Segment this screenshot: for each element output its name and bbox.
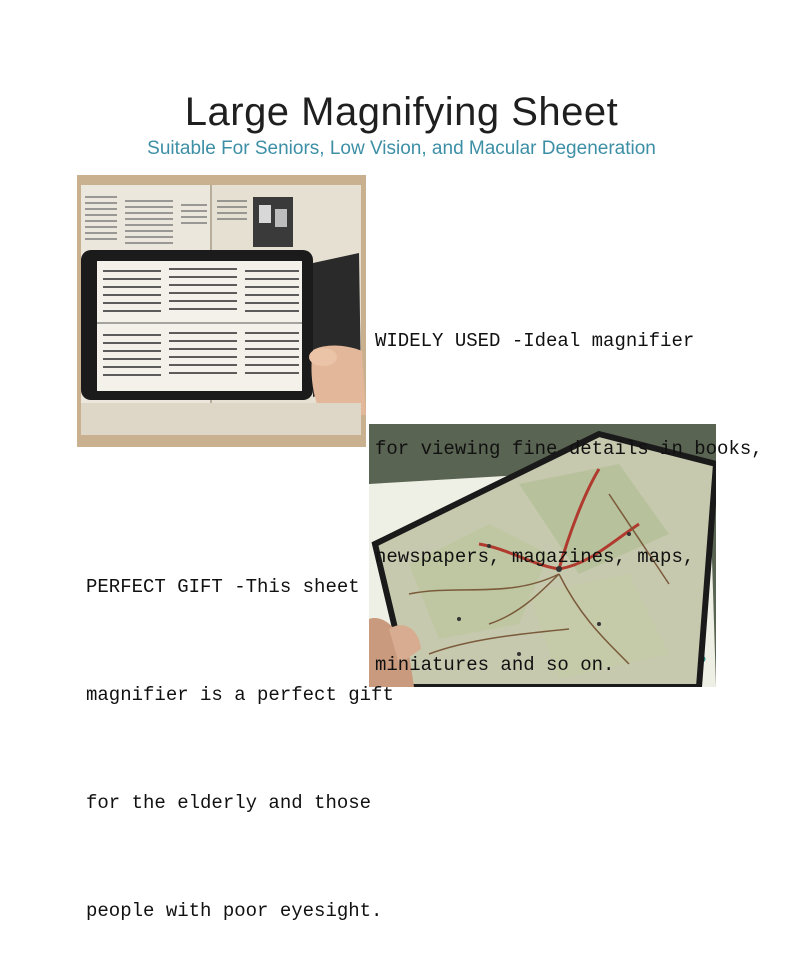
perfect-gift-description [86, 497, 394, 965]
widely-used-line-3: newspapers, magazines, maps, [375, 546, 695, 568]
page-title: Large Magnifying Sheet [184, 90, 619, 134]
widely-used-line-4: miniatures and so on. [375, 654, 615, 676]
widely-used-line-1: WIDELY USED -Ideal magnifier [375, 330, 695, 352]
perfect-gift-line-1: PERFECT GIFT -This sheet [86, 576, 360, 598]
perfect-gift-line-2: magnifier is a perfect gift [86, 684, 394, 706]
perfect-gift-line-4: people with poor eyesight. [86, 900, 383, 922]
newspaper-magnifier-photo [77, 175, 366, 447]
widely-used-line-2: for viewing fine details in books, [375, 438, 763, 460]
widely-used-description [375, 251, 763, 719]
perfect-gift-line-3: for the elderly and those [86, 792, 372, 814]
page-subtitle: Suitable For Seniors, Low Vision, and Macular Degeneration [147, 138, 656, 159]
